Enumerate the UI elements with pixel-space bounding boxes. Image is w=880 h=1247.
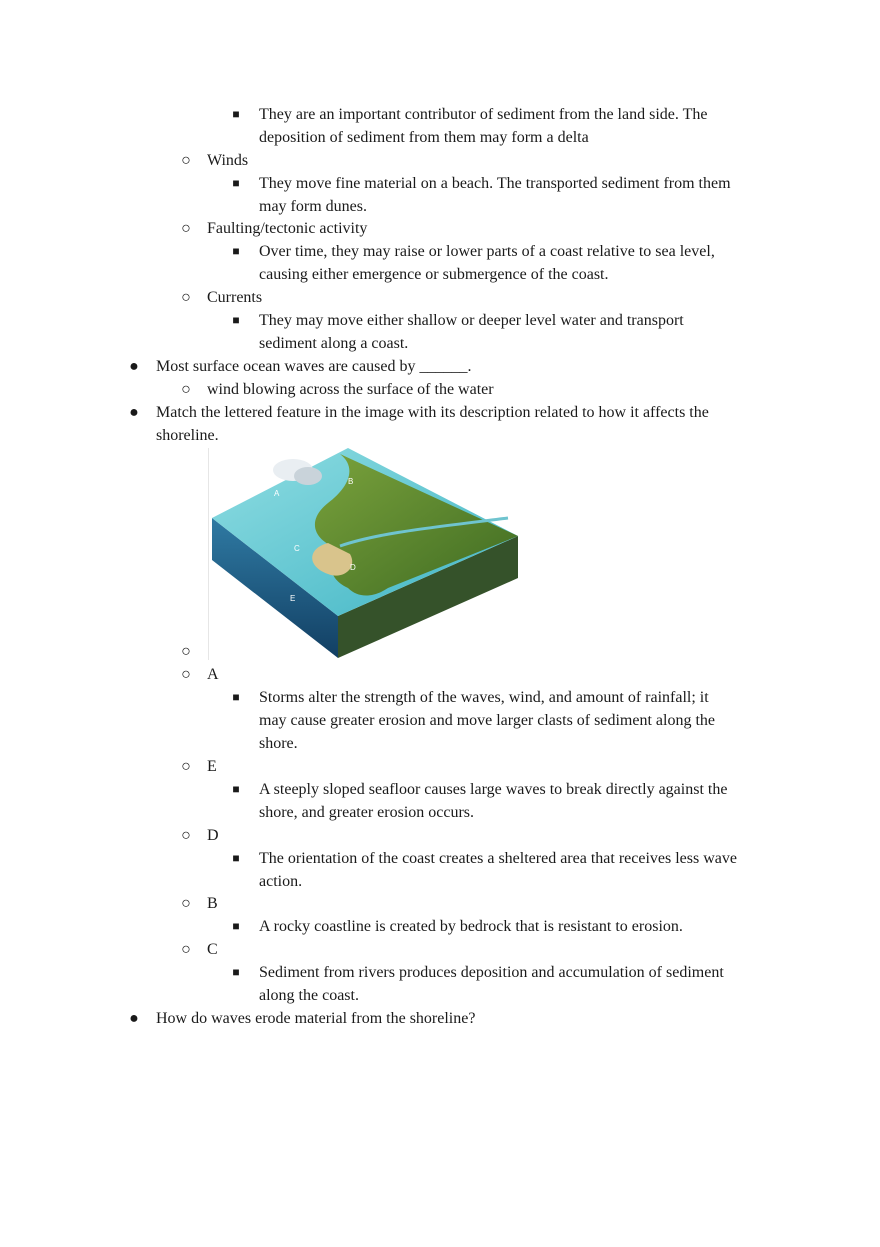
figure-label-b: B [348, 477, 354, 486]
bullet-circle: ○ [181, 895, 191, 912]
bullet-disc: ● [129, 1010, 139, 1027]
bullet-circle: ○ [181, 827, 191, 844]
image-edge-line [208, 448, 209, 660]
text-line: They are an important contributor of sediment from the land side. The [259, 106, 708, 123]
text-line: They move fine material on a beach. The transported sediment from them [259, 175, 731, 192]
text-line: The orientation of the coast creates a sheltered area that receives less wave [259, 850, 737, 867]
text-line: action. [259, 873, 303, 890]
text-line: shore, and greater erosion occurs. [259, 804, 475, 821]
text-line: Currents [207, 289, 263, 306]
text-line: Storms alter the strength of the waves, wind, and amount of rainfall; it [259, 689, 709, 706]
bullet-square: ■ [232, 690, 240, 704]
bullet-disc: ● [129, 404, 139, 421]
bullet-square: ■ [232, 851, 240, 865]
bullet-square: ■ [232, 965, 240, 979]
bullet-disc: ● [129, 358, 139, 375]
question-text: Match the lettered feature in the image with its description related to how it affects the [156, 404, 709, 421]
text-line: Sediment from rivers produces deposition and accumulation of sediment [259, 964, 724, 981]
bullet-circle: ○ [181, 152, 191, 169]
bullet-square: ■ [232, 919, 240, 933]
text-line: may cause greater erosion and move larger clasts of sediment along the [259, 712, 715, 729]
text-line: Over time, they may raise or lower parts of a coast relative to sea level, [259, 243, 715, 260]
choice-letter: B [207, 895, 218, 912]
text-line: A steeply sloped seafloor causes large waves to break directly against the [259, 781, 728, 798]
text-line: causing either emergence or submergence of the coast. [259, 266, 609, 283]
choice-letter: E [207, 758, 217, 775]
text-line: sediment along a coast. [259, 335, 409, 352]
text-line: along the coast. [259, 987, 359, 1004]
coastline-illustration [208, 448, 520, 660]
bullet-circle: ○ [181, 941, 191, 958]
figure-label-d: D [350, 563, 356, 572]
text-line: deposition of sediment from them may form a delta [259, 129, 589, 146]
choice-letter: D [207, 827, 219, 844]
bullet-circle: ○ [181, 220, 191, 237]
text-line: Winds [207, 152, 249, 169]
question-text: shoreline. [156, 427, 219, 444]
choice-letter: A [207, 666, 219, 683]
figure-label-a: A [274, 489, 280, 498]
bullet-circle: ○ [181, 643, 191, 660]
choice-letter: C [207, 941, 218, 958]
bullet-square: ■ [232, 176, 240, 190]
text-line: Faulting/tectonic activity [207, 220, 368, 237]
text-line: shore. [259, 735, 298, 752]
figure-label-e: E [290, 594, 296, 603]
bullet-circle: ○ [181, 758, 191, 775]
text-line: They may move either shallow or deeper level water and transport [259, 312, 684, 329]
bullet-circle: ○ [181, 381, 191, 398]
bullet-square: ■ [232, 107, 240, 121]
storm-cloud [294, 467, 322, 485]
bullet-circle: ○ [181, 666, 191, 683]
figure-label-c: C [294, 544, 300, 553]
text-line: may form dunes. [259, 198, 367, 215]
bullet-square: ■ [232, 782, 240, 796]
coastline-block-diagram [208, 448, 520, 660]
answer-text: wind blowing across the surface of the water [207, 381, 494, 398]
bullet-square: ■ [232, 313, 240, 327]
bullet-square: ■ [232, 244, 240, 258]
question-text: How do waves erode material from the shoreline? [156, 1010, 476, 1027]
bullet-circle: ○ [181, 289, 191, 306]
question-text: Most surface ocean waves are caused by ______. [156, 358, 472, 375]
text-line: A rocky coastline is created by bedrock that is resistant to erosion. [259, 918, 683, 935]
